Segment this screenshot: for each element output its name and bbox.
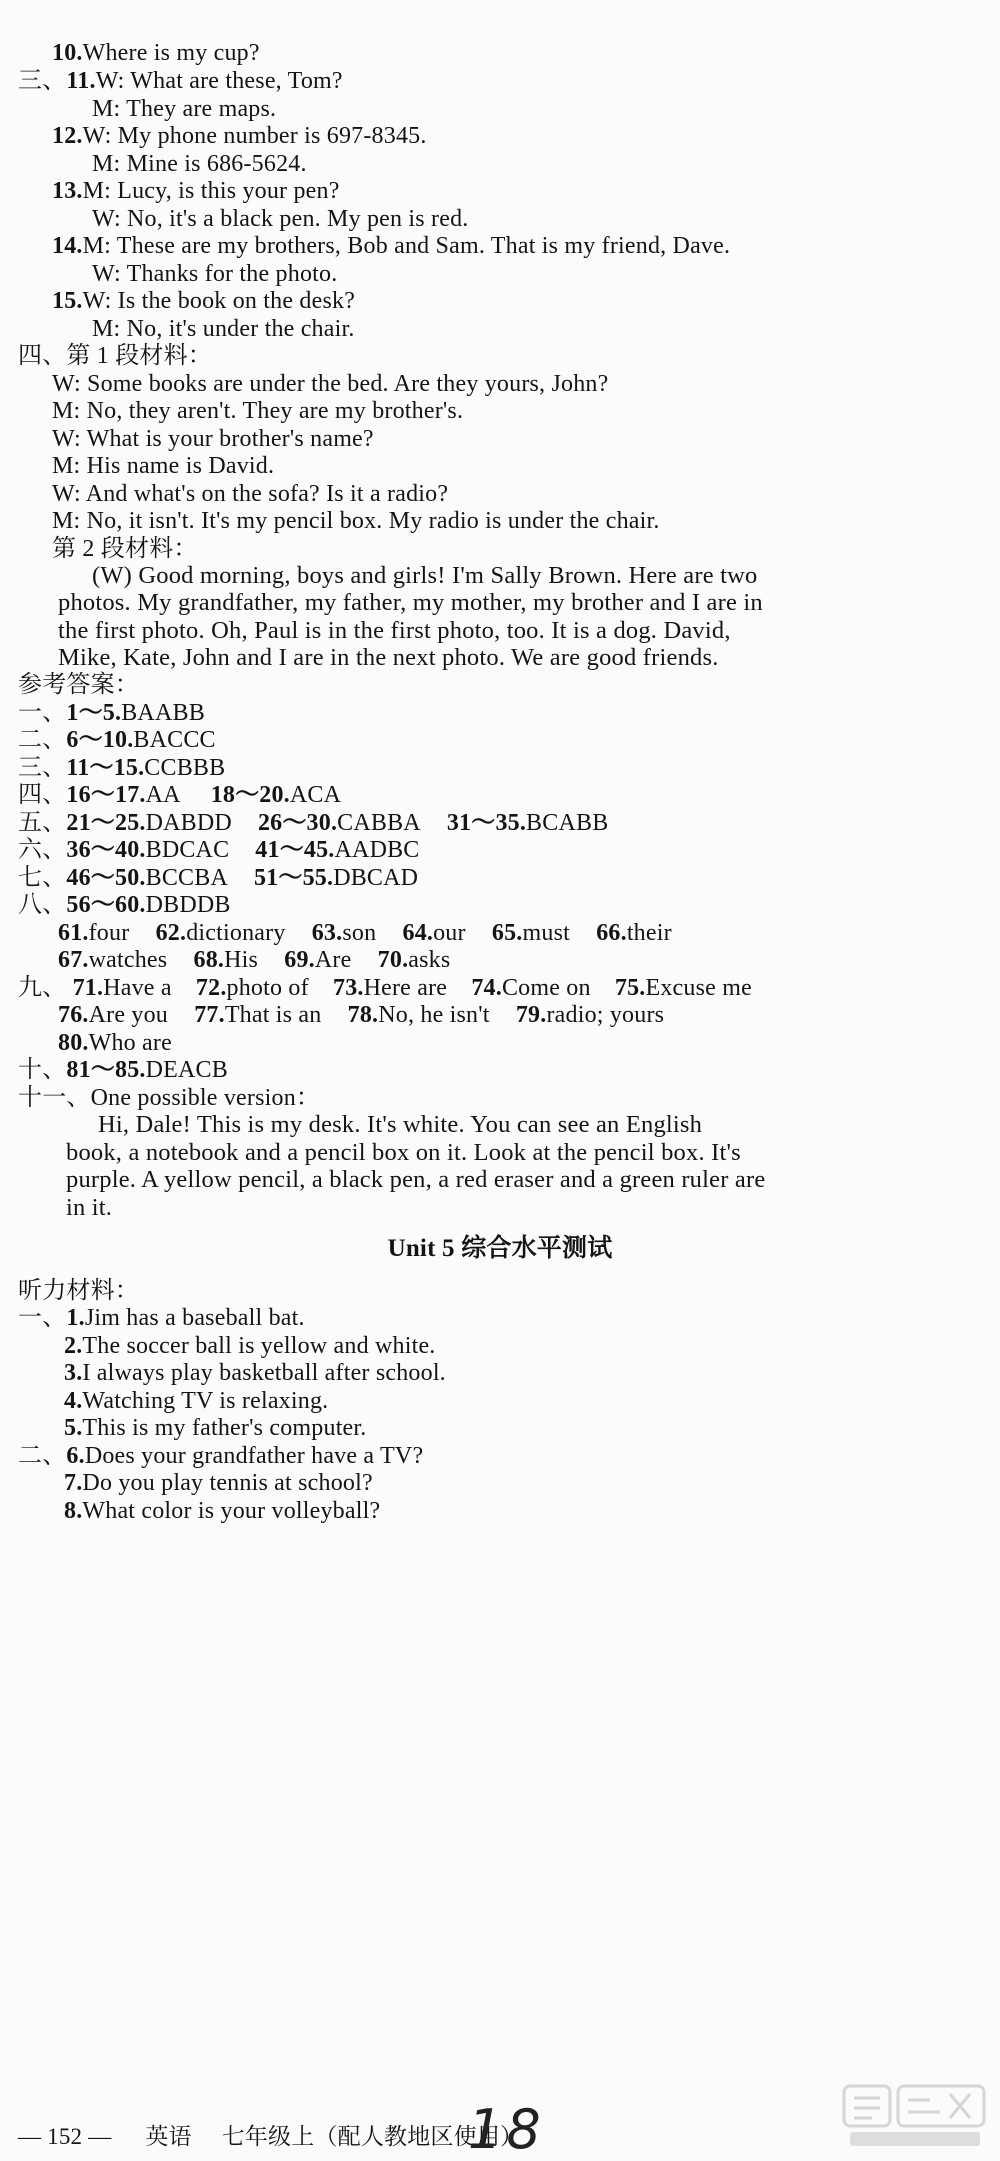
writing-line: book, a notebook and a pencil box on it. Look at the pencil box. It's xyxy=(66,1139,741,1166)
grade-label: 七年级上（配人教地区使用） xyxy=(221,2124,524,2149)
line-q12: 12.W: My phone number is 697-8345. xyxy=(52,123,427,149)
answer-row-10: 67.watches 68.His 69.Are 70.asks xyxy=(58,947,451,973)
dialogue-line: M: No, it isn't. It's my pencil box. My radio is under the chair. xyxy=(52,508,660,534)
passage-line: photos. My grandfather, my father, my mother, my brother and I are in xyxy=(58,589,763,616)
unit5-line-4: 4.Watching TV is relaxing. xyxy=(64,1388,329,1414)
dialogue-line: W: What is your brother's name? xyxy=(52,426,374,452)
writing-heading: 十一、One possible version： xyxy=(18,1085,321,1111)
line-q14: 14.M: These are my brothers, Bob and Sam. That is my friend, Dave. xyxy=(52,233,731,259)
line-q15-reply: M: No, it's under the chair. xyxy=(92,316,355,342)
answer-row-5: 五、21～25.DABDD 26～30.CABBA 31～35.BCABB xyxy=(18,810,609,836)
passage-two-heading: 第 2 段材料： xyxy=(52,536,198,562)
line-q11: 三、11.W: What are these, Tom? xyxy=(18,68,343,94)
handwritten-mark: 18 xyxy=(468,2098,545,2161)
answer-row-1: 一、1～5.BAABB xyxy=(18,700,205,726)
page-footer xyxy=(18,2122,523,2152)
writing-line: purple. A yellow pencil, a black pen, a red eraser and a green ruler are xyxy=(66,1166,766,1193)
dialogue-line: W: Some books are under the bed. Are they yours, John? xyxy=(52,371,609,397)
dialogue-line: W: And what's on the sofa? Is it a radio? xyxy=(52,481,449,507)
answer-row-14: 十、81～85.DEACB xyxy=(18,1057,228,1083)
unit5-line-2: 2.The soccer ball is yellow and white. xyxy=(64,1333,436,1359)
line-q12-reply: M: Mine is 686-5624. xyxy=(92,151,307,177)
answer-row-11: 九、 71.Have a 72.photo of 73.Here are 74.Come on 75.Excuse me xyxy=(18,975,752,1001)
line-q13: 13.M: Lucy, is this your pen? xyxy=(52,178,340,204)
line-q10: 10.Where is my cup? xyxy=(52,40,260,66)
passage-line: Mike, Kate, John and I are in the next photo. We are good friends. xyxy=(58,644,719,671)
answer-row-13: 80.Who are xyxy=(58,1030,172,1056)
section-four-heading: 四、第 1 段材料： xyxy=(18,343,213,369)
writing-line: Hi, Dale! This is my desk. It's white. You can see an English xyxy=(98,1111,703,1138)
page-number: — 152 — xyxy=(18,2124,112,2149)
unit5-line-8: 8.What color is your volleyball? xyxy=(64,1498,381,1524)
answer-row-12: 76.Are you 77.That is an 78.No, he isn't 79.radio; yours xyxy=(58,1002,665,1028)
dialogue-line: M: His name is David. xyxy=(52,453,275,479)
unit5-line-5: 5.This is my father's computer. xyxy=(64,1415,367,1441)
answer-row-7: 七、46～50.BCCBA 51～55.DBCAD xyxy=(18,865,419,891)
answers-heading: 参考答案： xyxy=(18,672,139,698)
passage-line: (W) Good morning, boys and girls! I'm Sally Brown. Here are two xyxy=(92,562,758,589)
unit5-line-6: 二、6.Does your grandfather have a TV? xyxy=(18,1443,424,1469)
answer-row-6: 六、36～40.BDCAC 41～45.AADBC xyxy=(18,837,420,863)
unit5-line-1: 一、1.Jim has a baseball bat. xyxy=(18,1305,305,1331)
answer-row-2: 二、6～10.BACCC xyxy=(18,727,216,753)
line-q11-reply: M: They are maps. xyxy=(92,96,277,122)
writing-line: in it. xyxy=(66,1194,113,1221)
unit-title: Unit 5 综合水平测试 xyxy=(387,1235,613,1262)
listening-heading: 听力材料： xyxy=(18,1278,139,1304)
passage-line: the first photo. Oh, Paul is in the first photo, too. It is a dog. David, xyxy=(58,617,731,644)
unit5-line-7: 7.Do you play tennis at school? xyxy=(64,1470,373,1496)
answer-row-4: 四、16～17.AA 18～20.ACA xyxy=(18,782,342,808)
dialogue-line: M: No, they aren't. They are my brother's. xyxy=(52,398,464,424)
answer-row-9: 61.four 62.dictionary 63.son 64.our 65.must 66.their xyxy=(58,920,672,946)
unit5-line-3: 3.I always play basketball after school. xyxy=(64,1360,446,1386)
line-q15: 15.W: Is the book on the desk? xyxy=(52,288,356,314)
watermark-logo-icon xyxy=(840,2080,990,2152)
line-q14-reply: W: Thanks for the photo. xyxy=(92,261,338,287)
answer-row-8: 八、56～60.DBDDB xyxy=(18,892,231,918)
answer-row-3: 三、11～15.CCBBB xyxy=(18,755,226,781)
subject-label: 英语 xyxy=(145,2124,192,2149)
line-q13-reply: W: No, it's a black pen. My pen is red. xyxy=(92,206,469,232)
